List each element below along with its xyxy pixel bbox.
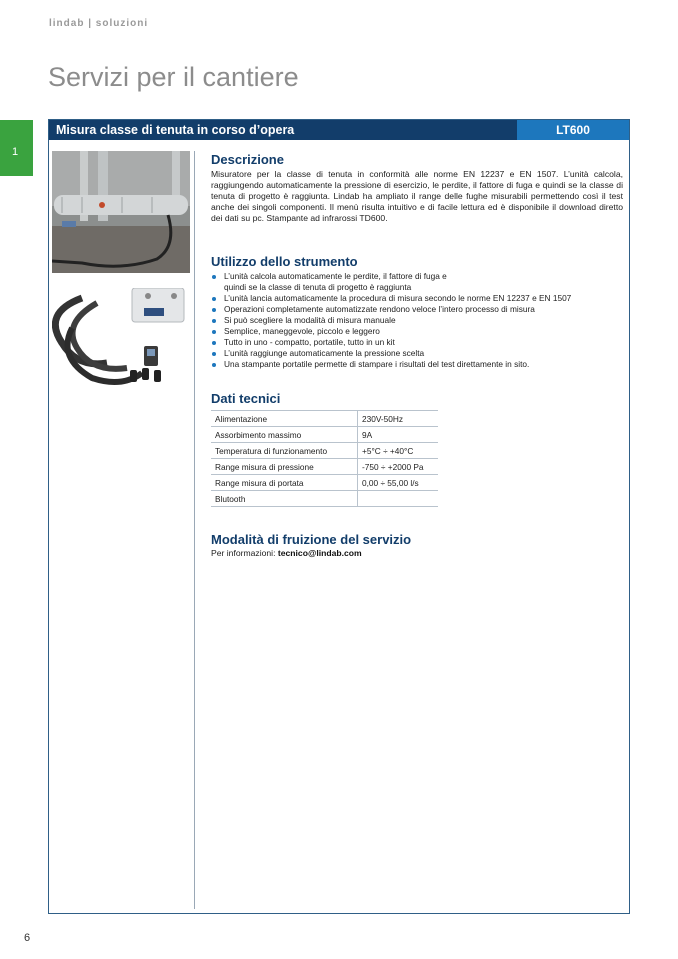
- page-title: Servizi per il cantiere: [48, 62, 299, 92]
- product-code: LT600: [517, 120, 629, 140]
- description-heading: Descrizione: [211, 152, 284, 167]
- chapter-tab: [0, 120, 33, 176]
- duct-photo: [52, 151, 190, 273]
- instrument-photo: [52, 288, 190, 396]
- contact-label: Per informazioni:: [211, 548, 276, 558]
- table-row: Assorbimento massimo 9A: [211, 427, 438, 443]
- table-row: Alimentazione 230V-50Hz: [211, 411, 438, 427]
- list-item: L’unità calcola automaticamente le perdite, il fattore di fuga e quindi se la classe di tenuta di progetto è raggiunta: [211, 271, 623, 293]
- usage-list: [211, 271, 623, 370]
- contact-line: [211, 548, 623, 558]
- list-item: Si può scegliere la modalità di misura manuale: [211, 315, 623, 326]
- tech-heading: Dati tecnici: [211, 391, 281, 406]
- table-row: Range misura di pressione -750 ÷ +2000 Pa: [211, 459, 438, 475]
- product-card: [48, 119, 630, 914]
- list-item: Tutto in uno - compatto, portatile, tutto in un kit: [211, 337, 623, 348]
- table-row: Blutooth: [211, 491, 438, 507]
- list-item: Una stampante portatile permette di stampare i risultati del test direttamente in sito.: [211, 359, 623, 370]
- brand-header: lindab | soluzioni: [49, 18, 149, 29]
- chapter-number: 1: [12, 146, 19, 158]
- contact-email[interactable]: tecnico@lindab.com: [277, 548, 362, 558]
- tech-table: [211, 410, 438, 507]
- list-item-continuation: quindi se la classe di tenuta di progetto è raggiunta: [224, 282, 412, 292]
- card-header: [49, 120, 629, 140]
- list-item: L’unità lancia automaticamente la procedura di misura secondo le norme EN 12237 e EN 1507: [211, 293, 623, 304]
- list-item: L’unità raggiunge automaticamente la pressione scelta: [211, 348, 623, 359]
- description-text: Misuratore per la classe di tenuta in conformità alle norme EN 12237 e EN 1507. L’unità calcola, raggiungendo automaticamente la pressione di esercizio, le perdite, il fattore di fuga e quindi se la classe di tenuta di progetto è raggiunta. Lindab ha ampliato il range delle fughe misurabili permettendo così il test anche dei singoli componenti. Il menù risulta intuitivo e di facile lettura ed è disponibile il download diretto dei dati su pc. Stampante ad infrarossi TD600.: [211, 169, 623, 223]
- card-title: Misura classe di tenuta in corso d’opera: [56, 123, 295, 137]
- service-heading: Modalità di fruizione del servizio: [211, 532, 412, 547]
- column-divider: [194, 151, 195, 909]
- table-row: Temperatura di funzionamento +5°C ÷ +40°C: [211, 443, 438, 459]
- page-number: 6: [24, 932, 31, 944]
- list-item: Operazioni completamente automatizzate rendono veloce l’intero processo di misura: [211, 304, 623, 315]
- content-column: [211, 152, 623, 558]
- usage-heading: Utilizzo dello strumento: [211, 254, 358, 269]
- table-row: Range misura di portata 0,00 ÷ 55,00 l/s: [211, 475, 438, 491]
- list-item: Semplice, maneggevole, piccolo e leggero: [211, 326, 623, 337]
